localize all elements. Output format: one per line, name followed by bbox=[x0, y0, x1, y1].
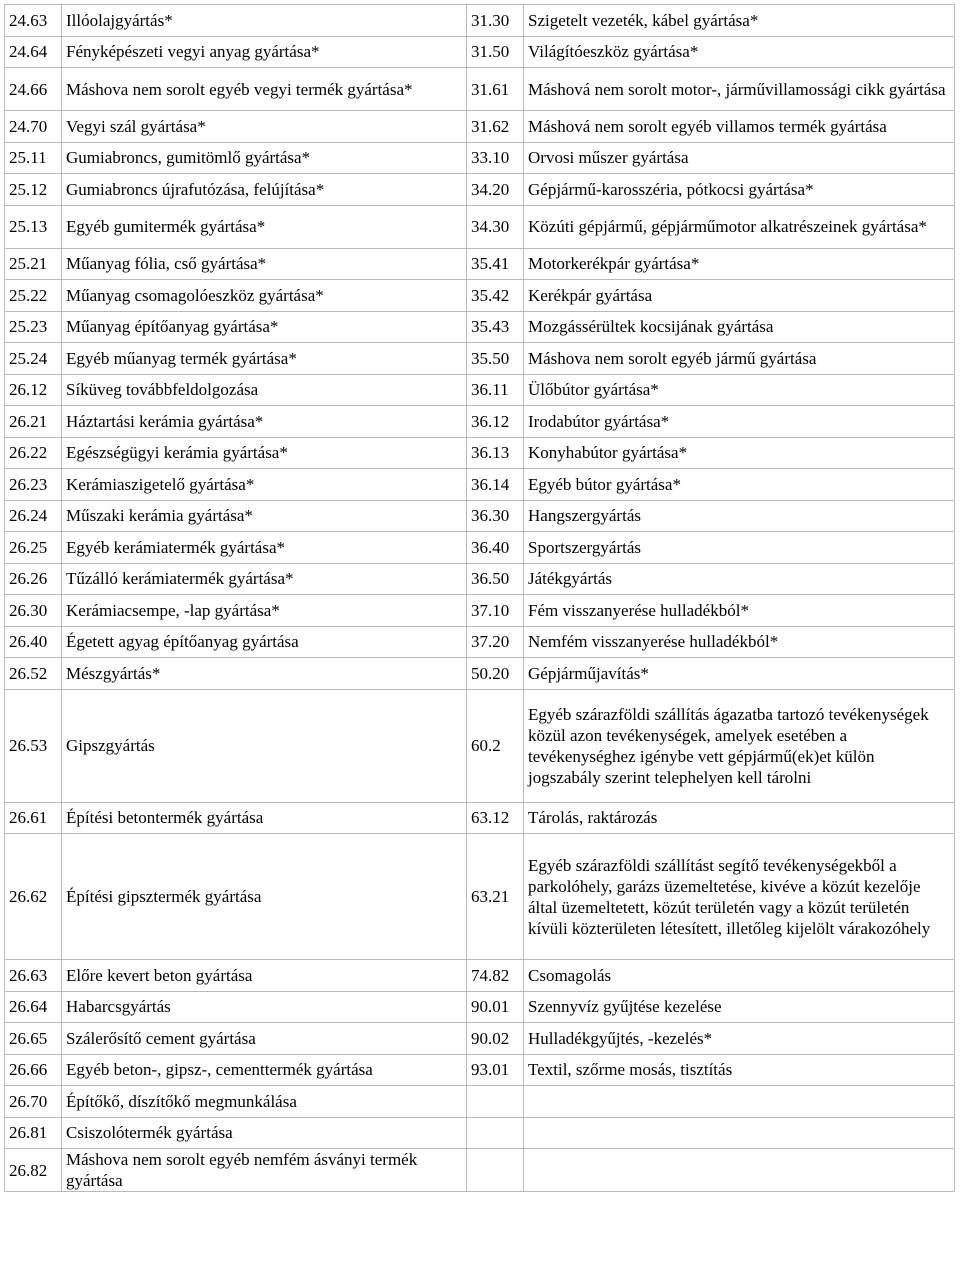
right-code-cell: 36.40 bbox=[467, 532, 524, 564]
right-activity-cell: Közúti gépjármű, gépjárműmotor alkatrészeinek gyártása* bbox=[524, 205, 955, 248]
right-activity-cell: Máshová nem sorolt motor-, járművillamossági cikk gyártása bbox=[524, 68, 955, 111]
left-code-cell: 24.64 bbox=[5, 36, 62, 68]
right-activity-cell: Egyéb bútor gyártása* bbox=[524, 469, 955, 501]
left-activity-cell: Építőkő, díszítőkő megmunkálása bbox=[62, 1086, 467, 1118]
table-row bbox=[5, 174, 955, 206]
left-code-cell: 26.62 bbox=[5, 834, 62, 960]
left-code-cell: 26.22 bbox=[5, 437, 62, 469]
left-code-cell: 26.70 bbox=[5, 1086, 62, 1118]
left-activity-cell: Gipszgyártás bbox=[62, 689, 467, 802]
right-code-cell: 63.12 bbox=[467, 802, 524, 834]
left-activity-cell: Égetett agyag építőanyag gyártása bbox=[62, 626, 467, 658]
left-activity-cell: Egyéb beton-, gipsz-, cementtermék gyártása bbox=[62, 1054, 467, 1086]
left-code-cell: 25.24 bbox=[5, 343, 62, 375]
right-code-cell: 31.30 bbox=[467, 5, 524, 37]
table-row bbox=[5, 142, 955, 174]
right-activity-cell bbox=[524, 1149, 955, 1192]
right-activity-cell: Egyéb szárazföldi szállítást segítő tevékenységekből a parkolóhely, garázs üzemeltetése, kivéve a közút kezelője által üzemeltetett, közút területén vagy a közút területén kívüli közterületen létesített, illetőleg kijelölt várakozóhely bbox=[524, 834, 955, 960]
right-activity-cell: Szennyvíz gyűjtése kezelése bbox=[524, 991, 955, 1023]
left-code-cell: 26.26 bbox=[5, 563, 62, 595]
table-row bbox=[5, 406, 955, 438]
table-row bbox=[5, 802, 955, 834]
left-activity-cell: Fényképészeti vegyi anyag gyártása* bbox=[62, 36, 467, 68]
left-code-cell: 24.63 bbox=[5, 5, 62, 37]
table-row bbox=[5, 1117, 955, 1149]
right-activity-cell: Tárolás, raktározás bbox=[524, 802, 955, 834]
table-row bbox=[5, 311, 955, 343]
table-row bbox=[5, 658, 955, 690]
right-code-cell: 36.11 bbox=[467, 374, 524, 406]
left-code-cell: 26.53 bbox=[5, 689, 62, 802]
right-activity-cell: Világítóeszköz gyártása* bbox=[524, 36, 955, 68]
table-row bbox=[5, 595, 955, 627]
right-activity-cell: Szigetelt vezeték, kábel gyártása* bbox=[524, 5, 955, 37]
left-code-cell: 26.25 bbox=[5, 532, 62, 564]
table-row bbox=[5, 1149, 955, 1192]
right-activity-cell: Hangszergyártás bbox=[524, 500, 955, 532]
left-code-cell: 24.66 bbox=[5, 68, 62, 111]
left-activity-cell: Máshova nem sorolt egyéb nemfém ásványi termék gyártása bbox=[62, 1149, 467, 1192]
table-row bbox=[5, 834, 955, 960]
right-code-cell: 37.20 bbox=[467, 626, 524, 658]
right-activity-cell bbox=[524, 1086, 955, 1118]
left-activity-cell: Műszaki kerámia gyártása* bbox=[62, 500, 467, 532]
right-code-cell: 90.01 bbox=[467, 991, 524, 1023]
right-code-cell: 31.62 bbox=[467, 111, 524, 143]
left-activity-cell: Műanyag fólia, cső gyártása* bbox=[62, 248, 467, 280]
right-activity-cell: Máshová nem sorolt egyéb villamos termék gyártása bbox=[524, 111, 955, 143]
table-row bbox=[5, 5, 955, 37]
table-row bbox=[5, 1023, 955, 1055]
left-code-cell: 26.40 bbox=[5, 626, 62, 658]
right-code-cell: 36.12 bbox=[467, 406, 524, 438]
left-activity-cell: Műanyag csomagolóeszköz gyártása* bbox=[62, 280, 467, 312]
table-row bbox=[5, 374, 955, 406]
table-row bbox=[5, 36, 955, 68]
left-code-cell: 26.30 bbox=[5, 595, 62, 627]
right-code-cell: 50.20 bbox=[467, 658, 524, 690]
left-activity-cell: Egészségügyi kerámia gyártása* bbox=[62, 437, 467, 469]
left-activity-cell: Mészgyártás* bbox=[62, 658, 467, 690]
table-row bbox=[5, 960, 955, 992]
table-row bbox=[5, 469, 955, 501]
table-row bbox=[5, 205, 955, 248]
left-code-cell: 26.81 bbox=[5, 1117, 62, 1149]
right-activity-cell: Ülőbútor gyártása* bbox=[524, 374, 955, 406]
right-code-cell: 36.13 bbox=[467, 437, 524, 469]
left-activity-cell: Gumiabroncs, gumitömlő gyártása* bbox=[62, 142, 467, 174]
left-code-cell: 26.61 bbox=[5, 802, 62, 834]
activity-codes-table bbox=[4, 4, 955, 1192]
table-row bbox=[5, 532, 955, 564]
right-activity-cell: Hulladékgyűjtés, -kezelés* bbox=[524, 1023, 955, 1055]
left-code-cell: 25.13 bbox=[5, 205, 62, 248]
right-code-cell: 35.42 bbox=[467, 280, 524, 312]
right-code-cell: 93.01 bbox=[467, 1054, 524, 1086]
left-activity-cell: Építési gipsztermék gyártása bbox=[62, 834, 467, 960]
left-activity-cell: Egyéb műanyag termék gyártása* bbox=[62, 343, 467, 375]
left-code-cell: 26.64 bbox=[5, 991, 62, 1023]
table-row bbox=[5, 626, 955, 658]
left-activity-cell: Háztartási kerámia gyártása* bbox=[62, 406, 467, 438]
right-activity-cell: Orvosi műszer gyártása bbox=[524, 142, 955, 174]
left-code-cell: 25.23 bbox=[5, 311, 62, 343]
left-activity-cell: Kerámiacsempe, -lap gyártása* bbox=[62, 595, 467, 627]
right-code-cell: 63.21 bbox=[467, 834, 524, 960]
right-code-cell: 36.14 bbox=[467, 469, 524, 501]
table-row bbox=[5, 68, 955, 111]
left-activity-cell: Habarcsgyártás bbox=[62, 991, 467, 1023]
right-code-cell: 35.41 bbox=[467, 248, 524, 280]
left-code-cell: 26.66 bbox=[5, 1054, 62, 1086]
table-row bbox=[5, 563, 955, 595]
left-activity-cell: Síküveg továbbfeldolgozása bbox=[62, 374, 467, 406]
left-code-cell: 26.12 bbox=[5, 374, 62, 406]
left-activity-cell: Építési betontermék gyártása bbox=[62, 802, 467, 834]
left-code-cell: 25.12 bbox=[5, 174, 62, 206]
right-code-cell: 31.61 bbox=[467, 68, 524, 111]
right-code-cell: 31.50 bbox=[467, 36, 524, 68]
left-activity-cell: Kerámiaszigetelő gyártása* bbox=[62, 469, 467, 501]
left-code-cell: 25.11 bbox=[5, 142, 62, 174]
table-row bbox=[5, 500, 955, 532]
right-activity-cell: Textil, szőrme mosás, tisztítás bbox=[524, 1054, 955, 1086]
left-code-cell: 25.21 bbox=[5, 248, 62, 280]
left-activity-cell: Egyéb kerámiatermék gyártása* bbox=[62, 532, 467, 564]
left-code-cell: 26.24 bbox=[5, 500, 62, 532]
left-code-cell: 26.21 bbox=[5, 406, 62, 438]
left-activity-cell: Egyéb gumitermék gyártása* bbox=[62, 205, 467, 248]
left-activity-cell: Szálerősítő cement gyártása bbox=[62, 1023, 467, 1055]
left-code-cell: 26.23 bbox=[5, 469, 62, 501]
right-code-cell: 36.50 bbox=[467, 563, 524, 595]
table-row bbox=[5, 689, 955, 802]
left-activity-cell: Vegyi szál gyártása* bbox=[62, 111, 467, 143]
right-activity-cell: Motorkerékpár gyártása* bbox=[524, 248, 955, 280]
right-code-cell: 37.10 bbox=[467, 595, 524, 627]
right-activity-cell bbox=[524, 1117, 955, 1149]
right-code-cell: 33.10 bbox=[467, 142, 524, 174]
table-row bbox=[5, 280, 955, 312]
right-activity-cell: Gépjárműjavítás* bbox=[524, 658, 955, 690]
right-code-cell: 35.43 bbox=[467, 311, 524, 343]
left-activity-cell: Gumiabroncs újrafutózása, felújítása* bbox=[62, 174, 467, 206]
table-row bbox=[5, 1086, 955, 1118]
left-activity-cell: Előre kevert beton gyártása bbox=[62, 960, 467, 992]
right-code-cell bbox=[467, 1149, 524, 1192]
right-activity-cell: Mozgássérültek kocsijának gyártása bbox=[524, 311, 955, 343]
right-code-cell: 74.82 bbox=[467, 960, 524, 992]
right-activity-cell: Irodabútor gyártása* bbox=[524, 406, 955, 438]
right-activity-cell: Fém visszanyerése hulladékból* bbox=[524, 595, 955, 627]
right-code-cell bbox=[467, 1086, 524, 1118]
right-code-cell: 34.30 bbox=[467, 205, 524, 248]
left-activity-cell: Műanyag építőanyag gyártása* bbox=[62, 311, 467, 343]
right-activity-cell: Nemfém visszanyerése hulladékból* bbox=[524, 626, 955, 658]
left-activity-cell: Illóolajgyártás* bbox=[62, 5, 467, 37]
right-activity-cell: Játékgyártás bbox=[524, 563, 955, 595]
right-code-cell: 60.2 bbox=[467, 689, 524, 802]
right-activity-cell: Máshova nem sorolt egyéb jármű gyártása bbox=[524, 343, 955, 375]
right-code-cell: 36.30 bbox=[467, 500, 524, 532]
right-activity-cell: Egyéb szárazföldi szállítás ágazatba tartozó tevékenységek közül azon tevékenységek, amelyek esetében a tevékenységhez igénybe vett gépjármű(ek)et külön jogszabály szerint telephelyen kell tárolni bbox=[524, 689, 955, 802]
left-code-cell: 26.82 bbox=[5, 1149, 62, 1192]
left-code-cell: 26.65 bbox=[5, 1023, 62, 1055]
table-row bbox=[5, 437, 955, 469]
right-activity-cell: Kerékpár gyártása bbox=[524, 280, 955, 312]
left-code-cell: 26.52 bbox=[5, 658, 62, 690]
left-code-cell: 25.22 bbox=[5, 280, 62, 312]
table-row bbox=[5, 248, 955, 280]
right-code-cell: 35.50 bbox=[467, 343, 524, 375]
left-activity-cell: Máshova nem sorolt egyéb vegyi termék gyártása* bbox=[62, 68, 467, 111]
table-body bbox=[5, 5, 955, 1192]
table-row bbox=[5, 111, 955, 143]
right-activity-cell: Csomagolás bbox=[524, 960, 955, 992]
right-activity-cell: Sportszergyártás bbox=[524, 532, 955, 564]
right-activity-cell: Gépjármű-karosszéria, pótkocsi gyártása* bbox=[524, 174, 955, 206]
left-code-cell: 24.70 bbox=[5, 111, 62, 143]
right-activity-cell: Konyhabútor gyártása* bbox=[524, 437, 955, 469]
right-code-cell: 34.20 bbox=[467, 174, 524, 206]
right-code-cell bbox=[467, 1117, 524, 1149]
left-activity-cell: Csiszolótermék gyártása bbox=[62, 1117, 467, 1149]
table-row bbox=[5, 343, 955, 375]
right-code-cell: 90.02 bbox=[467, 1023, 524, 1055]
table-row bbox=[5, 1054, 955, 1086]
left-activity-cell: Tűzálló kerámiatermék gyártása* bbox=[62, 563, 467, 595]
left-code-cell: 26.63 bbox=[5, 960, 62, 992]
table-row bbox=[5, 991, 955, 1023]
